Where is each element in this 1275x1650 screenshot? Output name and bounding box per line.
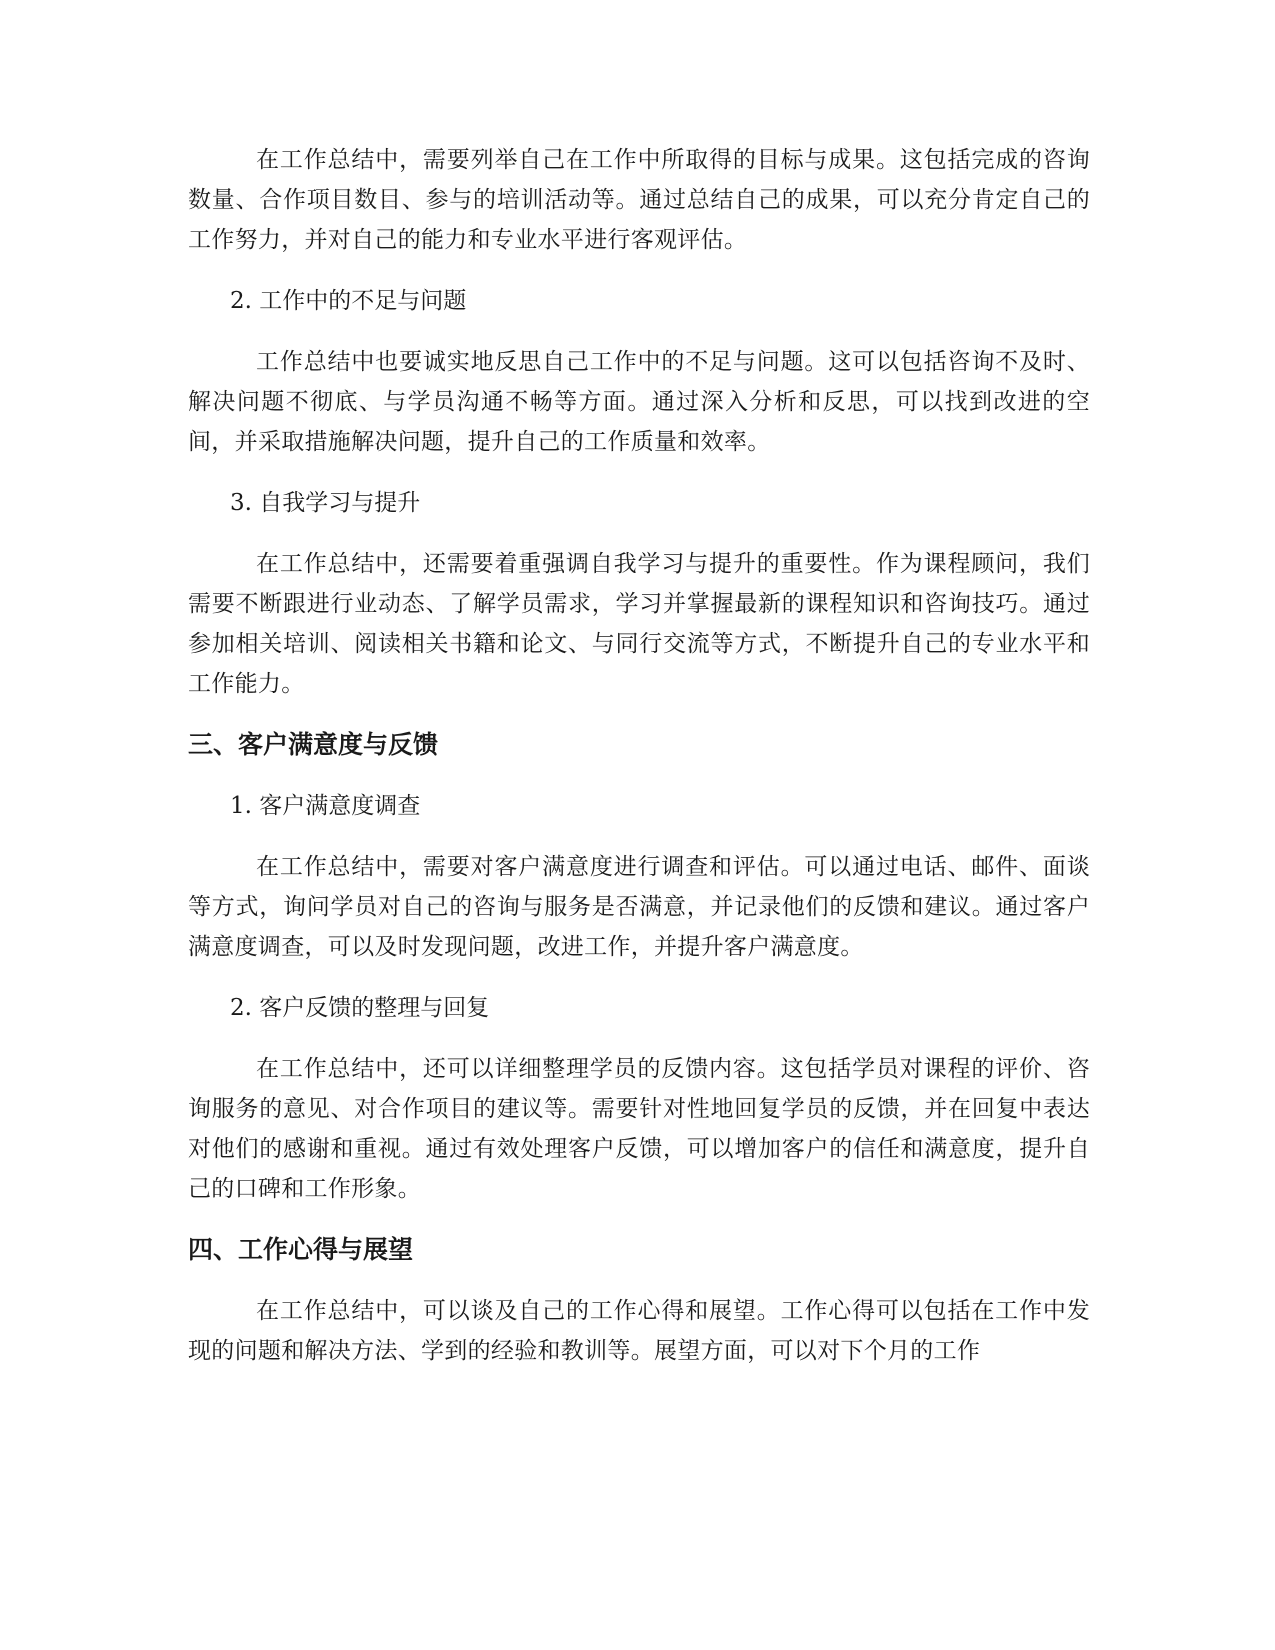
document-body — [188, 140, 1090, 1392]
paragraph-self-learning: 在工作总结中，还需要着重强调自我学习与提升的重要性。作为课程顾问，我们需要不断跟进行业动态、了解学员需求，学习并掌握最新的课程知识和咨询技巧。通过参加相关培训、阅读相关书籍和论文、与同行交流等方式，不断提升自己的专业水平和工作能力。 — [188, 551, 1090, 697]
paragraph-shortcomings: 工作总结中也要诚实地反思自己工作中的不足与问题。这可以包括咨询不及时、解决问题不彻底、与学员沟通不畅等方面。通过深入分析和反思，可以找到改进的空间，并采取措施解决问题，提升自己的工作质量和效率。 — [188, 349, 1090, 455]
subheading-self-learning: 3. 自我学习与提升 — [230, 490, 421, 516]
subheading-feedback-handling: 2. 客户反馈的整理与回复 — [230, 995, 490, 1021]
paragraph-achievements: 在工作总结中，需要列举自己在工作中所取得的目标与成果。这包括完成的咨询数量、合作项目数目、参与的培训活动等。通过总结自己的成果，可以充分肯定自己的工作努力，并对自己的能力和专业水平进行客观评估。 — [188, 147, 1090, 253]
section-heading-customer-satisfaction: 三、客户满意度与反馈 — [188, 730, 439, 759]
subheading-shortcomings: 2. 工作中的不足与问题 — [230, 288, 467, 314]
section-heading-reflections-outlook: 四、工作心得与展望 — [188, 1235, 414, 1264]
paragraph-satisfaction-survey: 在工作总结中，需要对客户满意度进行调查和评估。可以通过电话、邮件、面谈等方式，询问学员对自己的咨询与服务是否满意，并记录他们的反馈和建议。通过客户满意度调查，可以及时发现问题，改进工作，并提升客户满意度。 — [188, 854, 1090, 960]
paragraph-feedback-handling: 在工作总结中，还可以详细整理学员的反馈内容。这包括学员对课程的评价、咨询服务的意见、对合作项目的建议等。需要针对性地回复学员的反馈，并在回复中表达对他们的感谢和重视。通过有效处理客户反馈，可以增加客户的信任和满意度，提升自己的口碑和工作形象。 — [188, 1056, 1090, 1202]
subheading-satisfaction-survey: 1. 客户满意度调查 — [230, 793, 421, 819]
paragraph-reflections-outlook: 在工作总结中，可以谈及自己的工作心得和展望。工作心得可以包括在工作中发现的问题和解决方法、学到的经验和教训等。展望方面，可以对下个月的工作 — [188, 1298, 1090, 1364]
